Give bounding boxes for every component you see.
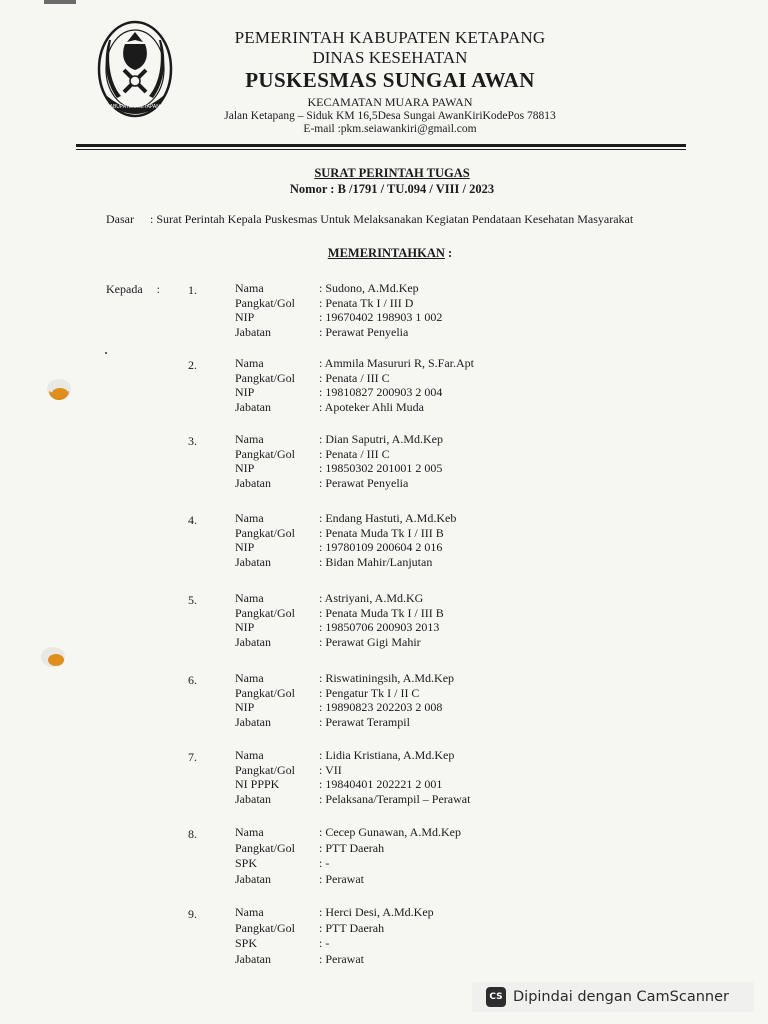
field-value: : Penata Muda Tk I / III B [319, 526, 444, 540]
letter-number: Nomor : B /1791 / TU.094 / VIII / 2023 [289, 181, 495, 196]
field-label: Nama [235, 905, 264, 919]
personnel-number: 4. [188, 513, 197, 527]
field-value: : PTT Daerah [319, 841, 384, 855]
field-value: : Penata / III C [319, 371, 390, 385]
command-suffix: : [444, 246, 453, 260]
personnel-field [235, 461, 442, 476]
field-label: SPK [235, 936, 258, 950]
field-label: Nama [235, 748, 264, 762]
field-value: : Penata Muda Tk I / III B [319, 606, 444, 620]
field-value: : Ammila Masururi R, S.Far.Apt [319, 356, 474, 370]
field-label: Nama [235, 825, 264, 839]
field-label: NIP [235, 385, 255, 400]
field-label: NI PPPK [235, 777, 280, 792]
field-value: : Penata Tk I / III D [319, 296, 413, 310]
field-label: NIP [235, 540, 255, 555]
field-label: NIP [235, 461, 255, 476]
personnel-field [235, 921, 384, 936]
personnel-field [235, 905, 434, 920]
field-value: : Riswatiningsih, A.Md.Kep [319, 671, 454, 685]
field-label: Nama [235, 281, 264, 295]
field-label: Pangkat/Gol [235, 446, 295, 461]
field-value: : 19670402 198903 1 002 [319, 310, 442, 324]
header-divider-thick [76, 144, 686, 147]
field-label: NIP [235, 310, 255, 325]
field-value: : Penata / III C [319, 447, 390, 461]
field-value: : Cecep Gunawan, A.Md.Kep [319, 825, 461, 839]
field-value: : Endang Hastuti, A.Md.Keb [319, 511, 456, 525]
personnel-field [235, 356, 474, 371]
camscanner-text: Dipindai dengan CamScanner [513, 989, 730, 1005]
stray-dot [105, 352, 107, 354]
field-value: : - [319, 936, 329, 950]
personnel-field [235, 952, 364, 967]
recipient-label-text: Kepada [106, 282, 143, 296]
personnel-field [235, 325, 408, 340]
field-label: Jabatan [235, 635, 271, 650]
basis-line [106, 212, 633, 227]
field-value: : Perawat Penyelia [319, 325, 408, 339]
personnel-field [235, 606, 444, 621]
personnel-field [235, 432, 443, 447]
letterhead [180, 28, 600, 136]
personnel-field [235, 476, 408, 491]
personnel-number: 1. [188, 283, 197, 297]
personnel-field [235, 591, 423, 606]
letter-heading: SURAT PERINTAH TUGAS [314, 166, 470, 180]
personnel-number: 2. [188, 358, 197, 372]
personnel-field [235, 825, 461, 840]
field-label: NIP [235, 700, 255, 715]
command-heading [0, 246, 768, 261]
field-label: Jabatan [235, 792, 271, 807]
basis-text: : Surat Perintah Kepala Puskesmas Untuk Melaksanakan Kegiatan Pendataan Kesehatan Masyarakat [150, 212, 634, 226]
field-value: : Lidia Kristiana, A.Md.Kep [319, 748, 454, 762]
letterhead-district: KECAMATAN MUARA PAWAN [307, 95, 473, 110]
letter-title [0, 166, 768, 197]
personnel-field [235, 700, 442, 715]
field-label: Pangkat/Gol [235, 685, 295, 700]
field-label: Jabatan [235, 476, 271, 491]
field-value: : Perawat Penyelia [319, 476, 408, 490]
field-value: : 19850706 200903 2013 [319, 620, 439, 634]
field-value: : 19840401 202221 2 001 [319, 777, 442, 791]
field-label: Pangkat/Gol [235, 295, 295, 310]
field-value: : Perawat [319, 872, 364, 886]
punch-hole-mark [46, 378, 72, 400]
field-value: : Pengatur Tk I / II C [319, 686, 419, 700]
personnel-number: 7. [188, 750, 197, 764]
personnel-field [235, 526, 444, 541]
personnel-field [235, 872, 364, 887]
personnel-field [235, 936, 329, 951]
field-label: Nama [235, 511, 264, 525]
field-label: Pangkat/Gol [235, 370, 295, 385]
field-value: : Pelaksana/Terampil – Perawat [319, 792, 470, 806]
field-label: Nama [235, 671, 264, 685]
recipient-label-colon: : [156, 282, 160, 296]
personnel-field [235, 763, 342, 778]
personnel-field [235, 511, 456, 526]
field-value: : Sudono, A.Md.Kep [319, 281, 419, 295]
field-value: : 19810827 200903 2 004 [319, 385, 442, 399]
personnel-field [235, 296, 413, 311]
personnel-field [235, 777, 442, 792]
personnel-field [235, 310, 442, 325]
field-value: : Apoteker Ahli Muda [319, 400, 424, 414]
letterhead-government: PEMERINTAH KABUPATEN KETAPANG [234, 28, 546, 47]
field-value: : Perawat Terampil [319, 715, 410, 729]
personnel-field [235, 620, 439, 635]
field-value: : Astriyani, A.Md.KG [319, 591, 423, 605]
personnel-field [235, 447, 390, 462]
field-label: Pangkat/Gol [235, 605, 295, 620]
header-divider-thin [76, 149, 686, 150]
personnel-field [235, 635, 421, 650]
personnel-number: 5. [188, 593, 197, 607]
field-value: : - [319, 856, 329, 870]
ketapang-emblem-logo [97, 20, 173, 118]
field-label: Pangkat/Gol [235, 762, 295, 777]
field-value: : Perawat [319, 952, 364, 966]
field-label: SPK [235, 856, 258, 870]
letterhead-department: DINAS KESEHATAN [312, 47, 468, 67]
personnel-field [235, 385, 442, 400]
field-label: Nama [235, 432, 264, 446]
field-label: Jabatan [235, 400, 271, 415]
personnel-field [235, 281, 419, 296]
personnel-field [235, 555, 432, 570]
punch-hole-mark [40, 646, 66, 668]
basis-label: Dasar [106, 212, 134, 226]
field-value: : 19780109 200604 2 016 [319, 540, 442, 554]
field-label: Jabatan [235, 555, 271, 570]
field-value: : Herci Desi, A.Md.Kep [319, 905, 434, 919]
scan-edge-mark [44, 0, 76, 4]
field-value: : 19850302 201001 2 005 [319, 461, 442, 475]
personnel-field [235, 841, 384, 856]
field-label: Nama [235, 591, 264, 605]
camscanner-icon: CS [486, 987, 506, 1007]
field-value: : 19890823 202203 2 008 [319, 700, 442, 714]
recipient-label [106, 282, 160, 297]
personnel-field [235, 715, 410, 730]
field-label: Jabatan [235, 871, 271, 886]
field-label: Pangkat/Gol [235, 525, 295, 540]
field-label: Jabatan [235, 325, 271, 340]
field-label: NIP [235, 620, 255, 635]
personnel-field [235, 400, 424, 415]
personnel-field [235, 371, 390, 386]
camscanner-watermark [472, 982, 754, 1012]
personnel-field [235, 856, 329, 871]
personnel-field [235, 540, 442, 555]
personnel-number: 9. [188, 907, 197, 921]
command-text: MEMERINTAHKAN [327, 246, 445, 260]
field-label: Jabatan [235, 951, 271, 966]
letterhead-address: Jalan Ketapang – Siduk KM 16,5Desa Sungai AwanKiriKodePos 78813 [224, 110, 556, 123]
personnel-field [235, 671, 454, 686]
personnel-field [235, 792, 470, 807]
field-label: Pangkat/Gol [235, 920, 295, 935]
field-value: : Dian Saputri, A.Md.Kep [319, 432, 443, 446]
personnel-number: 8. [188, 827, 197, 841]
field-label: Pangkat/Gol [235, 840, 295, 855]
personnel-field [235, 686, 419, 701]
field-value: : PTT Daerah [319, 921, 384, 935]
field-value: : Bidan Mahir/Lanjutan [319, 555, 432, 569]
letterhead-email: E-mail :pkm.seiawankiri@gmail.com [303, 123, 477, 136]
personnel-number: 3. [188, 434, 197, 448]
personnel-field [235, 748, 454, 763]
letterhead-institution: PUSKESMAS SUNGAI AWAN [245, 68, 535, 93]
field-label: Jabatan [235, 715, 271, 730]
field-value: : Perawat Gigi Mahir [319, 635, 421, 649]
personnel-number: 6. [188, 673, 197, 687]
field-value: : VII [319, 763, 342, 777]
field-label: Nama [235, 356, 264, 370]
logo-banner-text: KABUPATEN KETAPANG [106, 104, 164, 110]
